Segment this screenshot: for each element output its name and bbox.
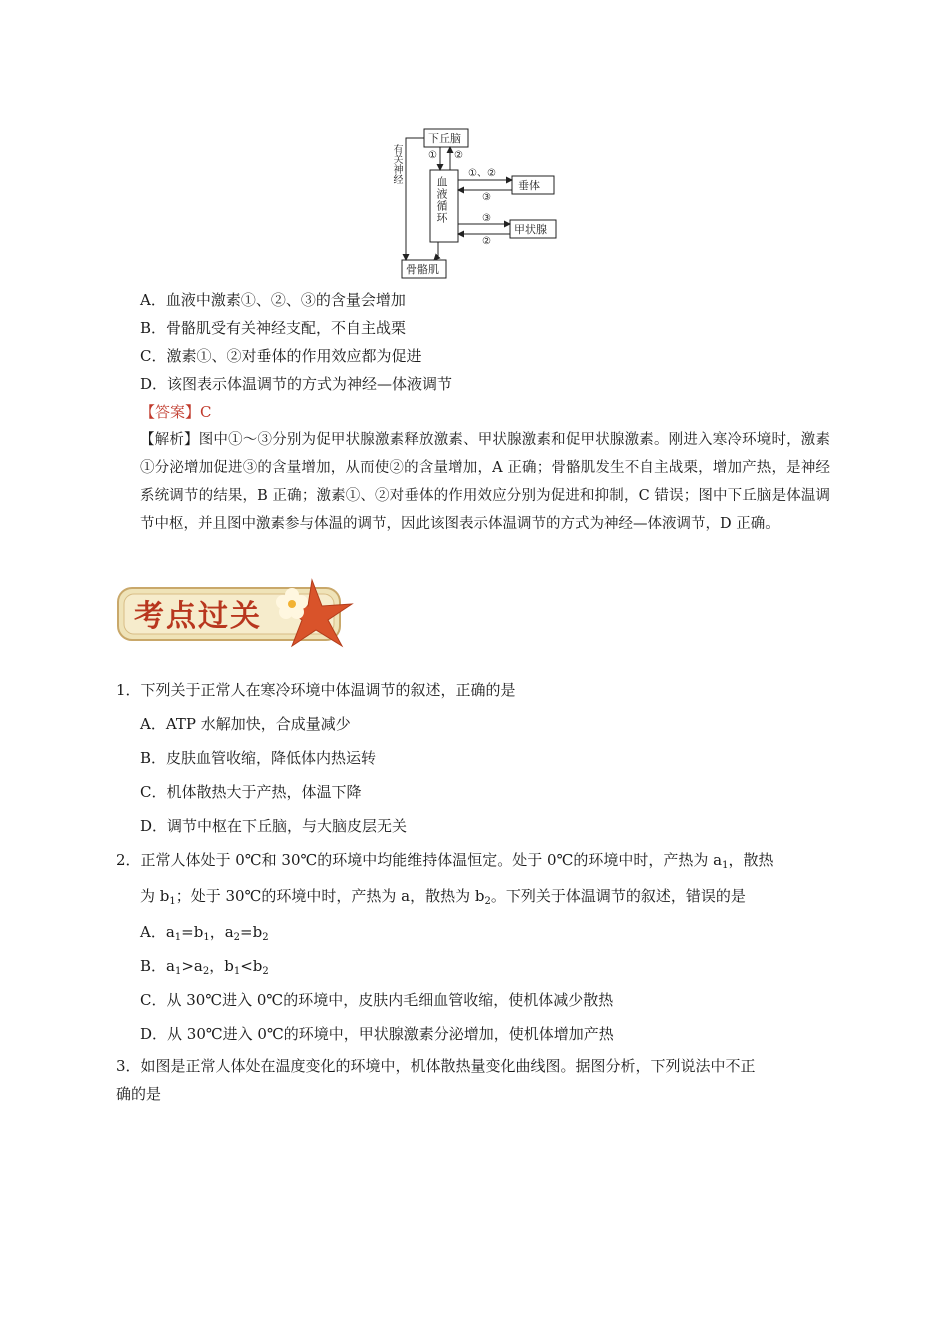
q2-l2-sub1: 1 <box>169 896 176 907</box>
prev-option-d: D．该图表示体温调节的方式为神经—体液调节 <box>140 375 453 393</box>
q3-stem-line2: 确的是 <box>116 1085 162 1103</box>
diagram-svg <box>388 126 568 282</box>
prev-option-a: A．血液中激素①、②、③的含量会增加 <box>140 291 406 309</box>
q2-l2-p0: 为 b <box>140 887 170 905</box>
label-h-up: ② <box>454 150 463 161</box>
q2-option-b <box>140 956 269 982</box>
q2b-s3: 2 <box>202 966 210 977</box>
blood-label: 血液循环 <box>435 176 447 224</box>
q2a-s5: 2 <box>233 932 241 943</box>
q2-l2-p2: ；处于 30℃的环境中时，产热为 a，散热为 b <box>175 887 485 905</box>
q2b-s5: 1 <box>233 966 241 977</box>
nerve-arrow <box>406 138 424 260</box>
banner-title: 考点过关 <box>134 599 262 634</box>
q2b-s7: 2 <box>262 966 269 977</box>
q2-stem-line1 <box>116 850 773 876</box>
q2-option-d: D．从 30℃进入 0℃的环境中，甲状腺激素分泌增加，使机体增加产热 <box>140 1025 614 1043</box>
prev-option-b: B．骨骼肌受有关神经支配，不自主战栗 <box>140 319 407 337</box>
label-from-thyroid: ② <box>482 236 491 247</box>
q2a-p0: A．a <box>140 923 175 941</box>
q2-stem-part1: 2．正常人体处于 0℃和 30℃的环境中均能维持体温恒定。处于 0℃的环境中时，产热为 a <box>116 851 723 869</box>
label-to-thyroid: ③ <box>482 213 491 224</box>
q2b-p6: <b <box>240 957 263 975</box>
q2-l2-p4: 。下列关于体温调节的叙述，错误的是 <box>490 887 746 905</box>
label-to-pituitary: ①、② <box>468 168 496 179</box>
q2a-p4: ，a <box>209 923 234 941</box>
q2b-s1: 1 <box>174 966 182 977</box>
q1-option-b: B．皮肤血管收缩，降低体内热运转 <box>140 749 377 767</box>
q2a-s1: 1 <box>174 932 182 943</box>
muscle-label: 骨骼肌 <box>406 264 439 276</box>
hypothalamus-label: 下丘脑 <box>428 133 461 145</box>
q3-stem-line1: 3．如图是正常人体处在温度变化的环境中，机体散热量变化曲线图。据图分析，下列说法中不正 <box>116 1057 756 1075</box>
q2b-p4: ，b <box>209 957 234 975</box>
q2b-p2: >a <box>181 957 203 975</box>
pituitary-label: 垂体 <box>518 180 540 192</box>
q2b-p0: B．a <box>140 957 175 975</box>
q2-stem-part2: ，散热 <box>728 851 774 869</box>
answer-text: 【答案】C <box>140 403 212 421</box>
label-from-pituitary: ③ <box>482 192 491 203</box>
analysis-paragraph: 【解析】图中①～③分别为促甲状腺激素释放激素、甲状腺激素和促甲状腺激素。刚进入寒冷环境时，激素①分泌增加促进③的含量增加，从而使②的含量增加，A 正确；骨骼肌发生不自主战栗，增加产热，是神经系统调节的结果，B 正确；激素①、②对垂体的作用效应分别为促进和抑制，C 错误；图中下丘脑是体温调节中枢，并且图中激素参与体温的调节，因此该图表示体温调节的方式为神经—体液调节，D 正确。 <box>140 432 830 532</box>
q2a-p2: =b <box>181 923 204 941</box>
q1-stem: 1．下列关于正常人在寒冷环境中体温调节的叙述，正确的是 <box>116 681 516 699</box>
q2-l2-sub2: 2 <box>484 896 491 907</box>
q2-sub-a1: 1 <box>722 860 729 871</box>
section-banner <box>116 574 368 648</box>
answer-line <box>140 402 211 422</box>
nerve-label: 有关神经 <box>391 144 402 184</box>
q2a-s3: 1 <box>203 932 210 943</box>
label-h-down: ① <box>428 150 437 161</box>
q1-option-d: D．调节中枢在下丘脑，与大脑皮层无关 <box>140 817 408 835</box>
banner-graphic <box>116 574 368 648</box>
q2-stem-line2 <box>140 886 746 912</box>
q2-option-a <box>140 922 269 948</box>
q1-option-c: C．机体散热大于产热，体温下降 <box>140 783 362 801</box>
q2-option-c: C．从 30℃进入 0℃的环境中，皮肤内毛细血管收缩，使机体减少散热 <box>140 991 614 1009</box>
q2a-p6: =b <box>240 923 263 941</box>
hormone-diagram <box>388 126 568 282</box>
q1-option-a: A．ATP 水解加快，合成量减少 <box>140 715 351 733</box>
prev-option-c: C．激素①、②对垂体的作用效应都为促进 <box>140 347 422 365</box>
q2a-s7: 2 <box>262 932 269 943</box>
thyroid-label: 甲状腺 <box>514 224 547 236</box>
